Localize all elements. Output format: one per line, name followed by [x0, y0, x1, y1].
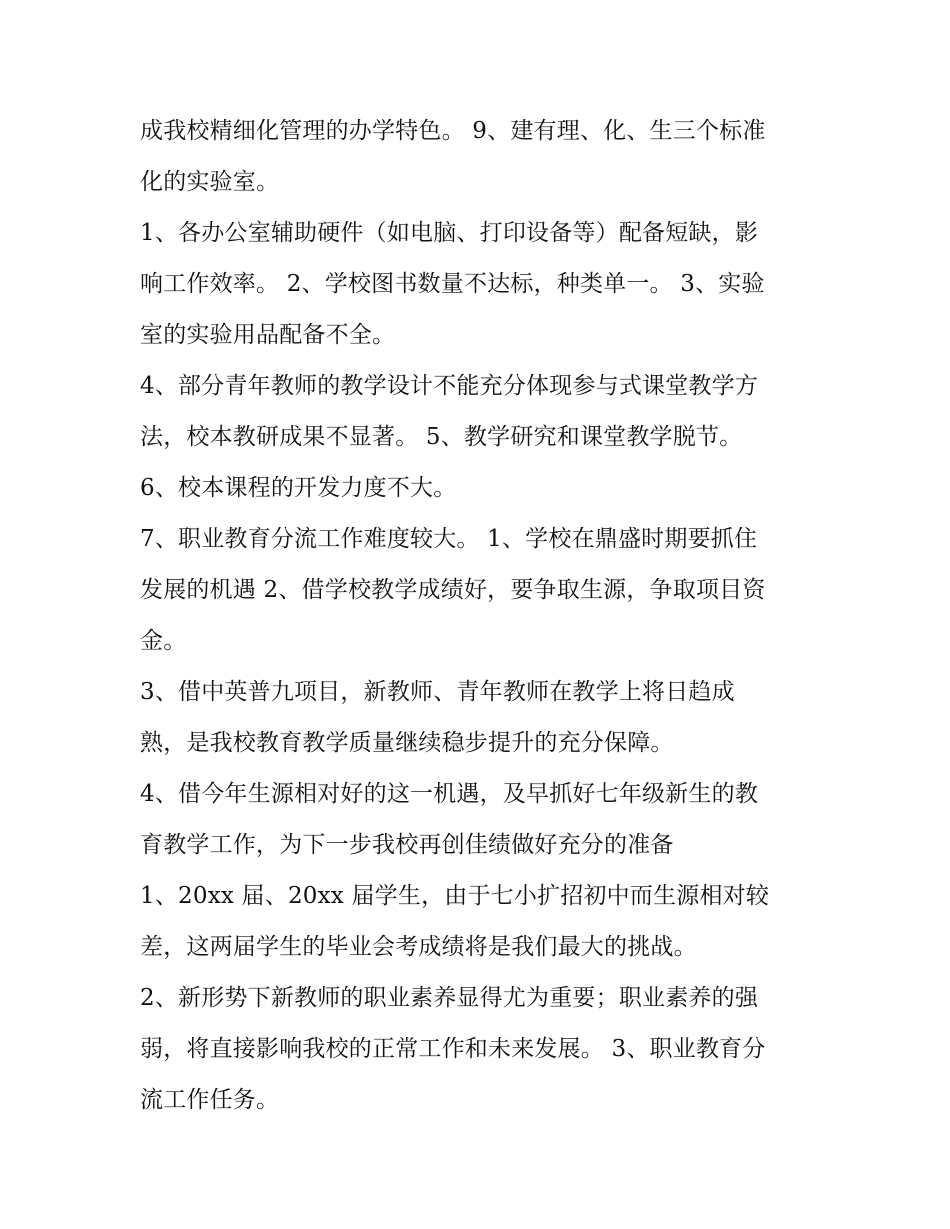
- text-line: 发展的机遇 2、借学校教学成绩好，要争取生源，争取项目资: [140, 577, 766, 603]
- text-line: 4、部分青年教师的教学设计不能充分体现参与式课堂教学方: [140, 373, 759, 399]
- text-line: 成我校精细化管理的办学特色。 9、建有理、化、生三个标准: [140, 118, 766, 144]
- text-line: 1、各办公室辅助硬件（如电脑、打印设备等）配备短缺，影: [140, 220, 759, 246]
- text-line: 1、20xx 届、20xx 届学生，由于七小扩招初中而生源相对较: [140, 883, 770, 909]
- text-line: 流工作任务。: [140, 1087, 280, 1113]
- text-line: 育教学工作，为下一步我校再创佳绩做好充分的准备: [140, 832, 674, 858]
- text-line: 响工作效率。 2、学校图书数量不达标，种类单一。 3、实验: [140, 271, 765, 297]
- document-body: [140, 106, 820, 1126]
- text-line: 化的实验室。: [140, 169, 280, 195]
- text-line: 法，校本教研成果不显著。 5、教学研究和课堂教学脱节。: [140, 424, 743, 450]
- text-line: 2、新形势下新教师的职业素养显得尤为重要；职业素养的强: [140, 985, 759, 1011]
- text-line: 弱，将直接影响我校的正常工作和未来发展。 3、职业教育分: [140, 1036, 766, 1062]
- text-line: 7、职业教育分流工作难度较大。 1、学校在鼎盛时期要抓住: [140, 526, 758, 552]
- text-line: 3、借中英普九项目，新教师、青年教师在教学上将日趋成: [140, 679, 735, 705]
- text-line: 6、校本课程的开发力度不大。: [140, 475, 457, 501]
- text-line: 熟，是我校教育教学质量继续稳步提升的充分保障。: [140, 730, 674, 756]
- text-line: 差，这两届学生的毕业会考成绩将是我们最大的挑战。: [140, 934, 697, 960]
- text-line: 室的实验用品配备不全。: [140, 322, 396, 348]
- text-line: 4、借今年生源相对好的这一机遇，及早抓好七年级新生的教: [140, 781, 759, 807]
- text-line: 金。: [140, 628, 187, 654]
